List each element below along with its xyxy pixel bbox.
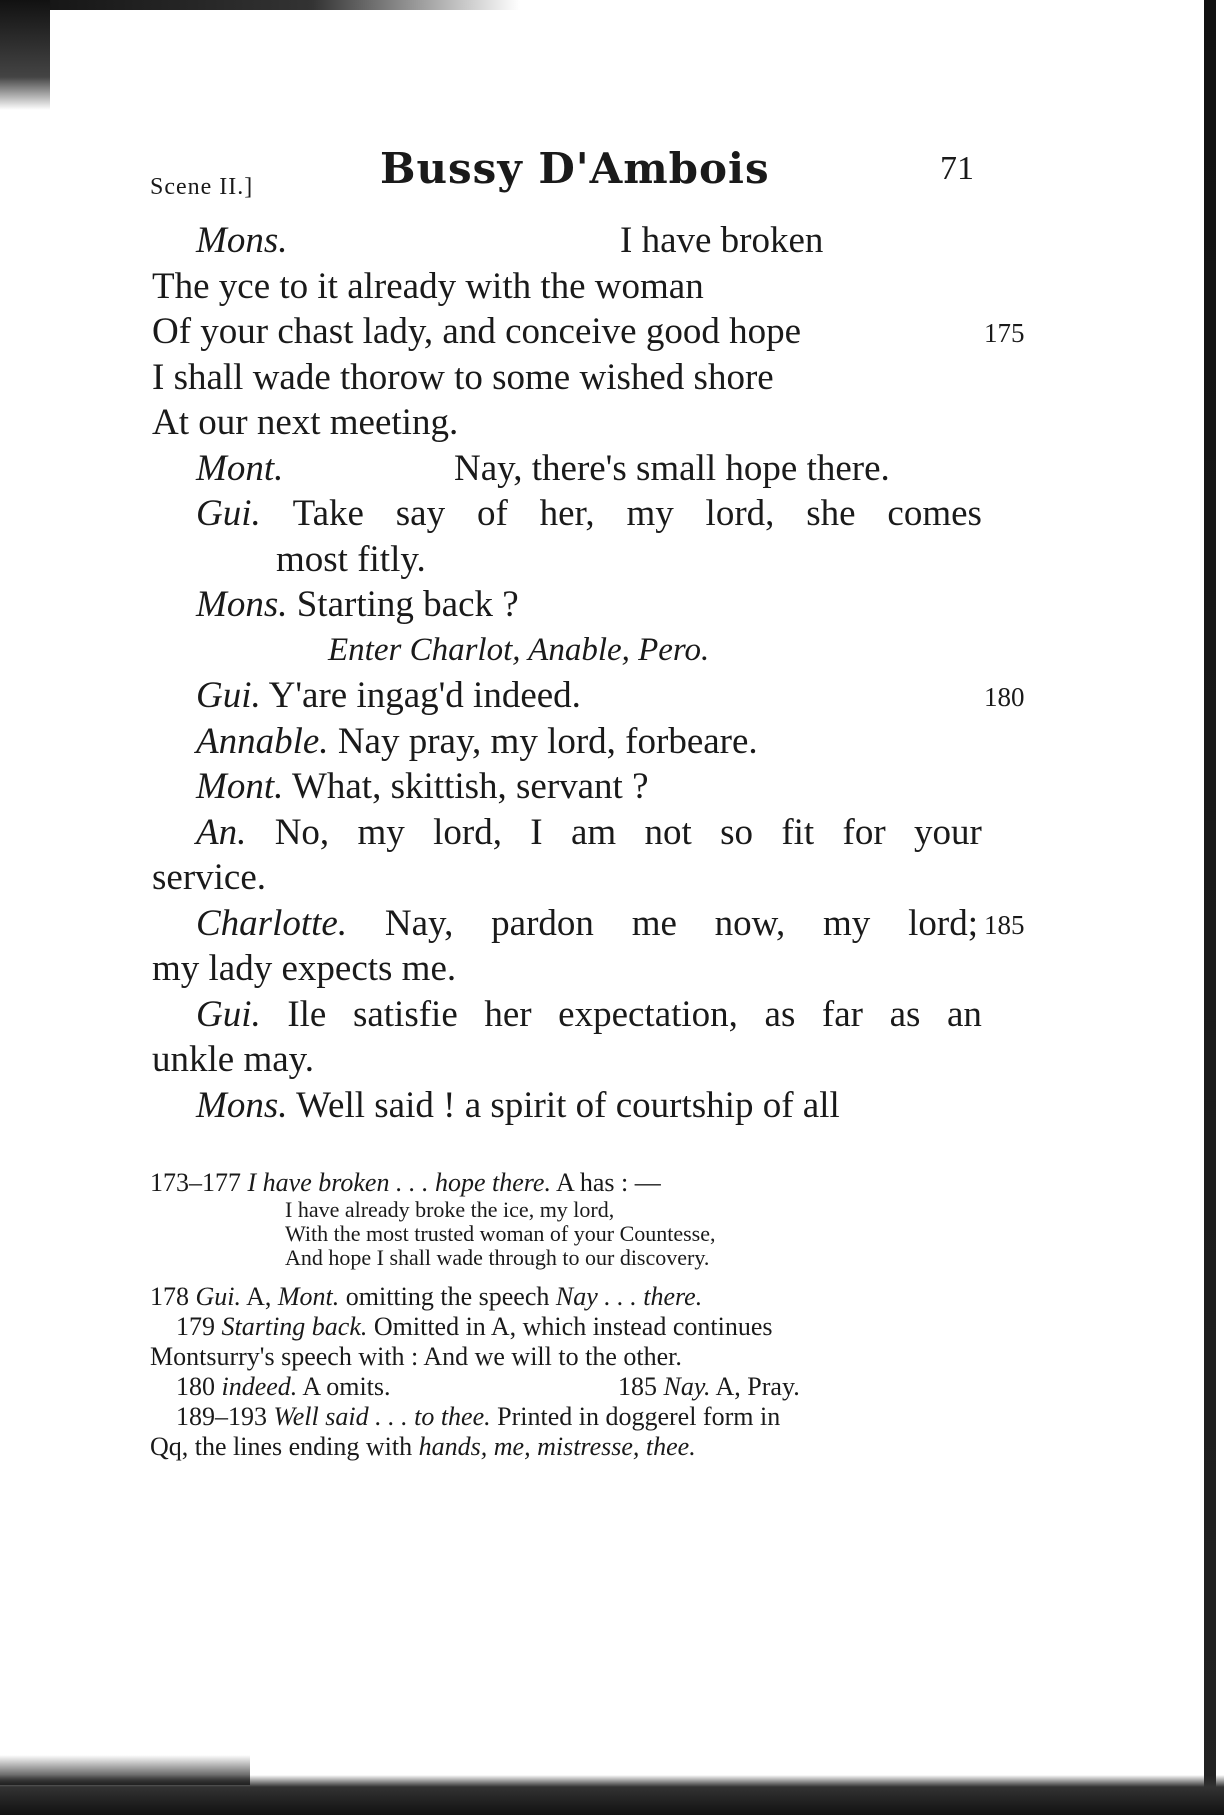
note-reference: I have broken . . . hope there. bbox=[247, 1168, 551, 1197]
speech-text: Nay pray, my lord, forbeare. bbox=[337, 720, 758, 762]
speech-word: Nay, bbox=[384, 902, 454, 944]
footnotes bbox=[150, 1168, 980, 1462]
footnote bbox=[618, 1372, 800, 1402]
text-line: my lady expects me. bbox=[152, 948, 457, 989]
footnote bbox=[150, 1312, 980, 1342]
speaker-name: Mons. bbox=[196, 1084, 288, 1126]
speech-word: my bbox=[357, 811, 405, 853]
line-number: 185 bbox=[984, 909, 1025, 940]
page-title: Bussy D'Ambois bbox=[380, 144, 770, 193]
speech-word: I bbox=[530, 811, 543, 853]
justified-line bbox=[196, 491, 982, 537]
note-number: 180 bbox=[176, 1372, 215, 1401]
text-line bbox=[152, 309, 1032, 355]
note-reference: Nay. bbox=[663, 1372, 711, 1401]
note-reference: Starting back. bbox=[221, 1312, 368, 1341]
speech-word: of bbox=[476, 493, 508, 534]
stage-direction: Enter Charlot, Anable, Pero. bbox=[328, 631, 710, 668]
note-text: Printed in doggerel form in bbox=[497, 1402, 781, 1431]
speech-word: pardon bbox=[491, 902, 594, 944]
speech-word: her, bbox=[539, 493, 595, 534]
speech-text: Y'are ingag'd indeed. bbox=[268, 675, 581, 716]
text-line bbox=[152, 582, 1032, 628]
text-line bbox=[152, 446, 1032, 492]
speaker-name: Gui. bbox=[196, 675, 261, 716]
note-text: Omitted in A, which instead continues bbox=[373, 1312, 773, 1341]
speech-word: comes bbox=[887, 493, 982, 534]
text-line bbox=[152, 719, 1032, 765]
speech-word: your bbox=[914, 811, 982, 853]
note-reference: Mont. bbox=[277, 1282, 340, 1311]
footnote-row bbox=[150, 1372, 980, 1402]
speech-word: expectation, bbox=[558, 993, 738, 1035]
note-text: A has : — bbox=[556, 1168, 661, 1197]
text-line bbox=[152, 218, 1032, 264]
page-number: 71 bbox=[940, 150, 974, 187]
running-header bbox=[150, 140, 974, 200]
note-reference: indeed. bbox=[221, 1372, 298, 1401]
speech-word: an bbox=[946, 993, 982, 1035]
text-line: unkle may. bbox=[152, 1039, 315, 1080]
note-number: 178 bbox=[150, 1282, 189, 1311]
quote-line: I have already broke the ice, my lord, bbox=[285, 1197, 615, 1222]
line-number: 175 bbox=[984, 318, 1025, 348]
speech-word: lord, bbox=[705, 493, 775, 534]
note-reference: Gui. bbox=[195, 1282, 241, 1311]
scene-label: Scene II.] bbox=[150, 174, 254, 200]
speech-word: now, bbox=[714, 902, 786, 944]
speech-word: for bbox=[842, 811, 886, 853]
speech-word: satisfie bbox=[352, 993, 458, 1035]
speech-text: Starting back ? bbox=[296, 584, 519, 625]
speaker-name: Mons. bbox=[196, 584, 288, 625]
justified-line bbox=[196, 901, 978, 947]
note-text: A omits. bbox=[302, 1372, 391, 1401]
note-text: Qq, the lines ending with bbox=[150, 1432, 413, 1461]
speech-word: am bbox=[570, 811, 617, 853]
footnote bbox=[150, 1402, 980, 1432]
speech-word: not bbox=[644, 811, 692, 853]
speech-word: fit bbox=[781, 811, 815, 853]
speech-word: lord; bbox=[908, 902, 978, 944]
text-line bbox=[152, 1083, 1032, 1129]
justified-line bbox=[196, 810, 982, 856]
speech-word: say bbox=[395, 493, 446, 534]
text-line bbox=[152, 764, 1032, 810]
note-text: A, bbox=[246, 1282, 272, 1311]
justified-line bbox=[196, 992, 982, 1038]
text-line: most fitly. bbox=[276, 538, 426, 580]
speaker-name: Charlotte. bbox=[196, 902, 348, 944]
note-reference: Nay . . . there. bbox=[555, 1282, 703, 1311]
note-continuation bbox=[150, 1432, 980, 1462]
text-line: The yce to it already with the woman bbox=[152, 265, 704, 307]
scan-edge-top-left bbox=[0, 0, 50, 110]
speech-word: so bbox=[720, 811, 753, 853]
speaker-name: Mons. bbox=[196, 220, 288, 261]
footnote bbox=[150, 1282, 980, 1312]
speaker-name: Gui. bbox=[196, 993, 261, 1035]
text-line bbox=[152, 992, 1032, 1038]
speech-text: Well said ! a spirit of courtship of all bbox=[296, 1084, 840, 1126]
speech-text: What, skittish, servant ? bbox=[291, 766, 649, 807]
speech-word: lord, bbox=[433, 811, 502, 853]
speech-text: Of your chast lady, and conceive good hope bbox=[152, 311, 801, 352]
speech-word: my bbox=[626, 493, 674, 534]
speech-word: her bbox=[484, 993, 532, 1035]
speech-word: Take bbox=[292, 493, 364, 534]
scan-edge-bottom-left bbox=[0, 1755, 250, 1785]
speech-word: No, bbox=[274, 811, 330, 853]
note-text: A, Pray. bbox=[715, 1372, 800, 1401]
speech-word: far bbox=[821, 993, 863, 1035]
note-reference: Well said . . . to thee. bbox=[273, 1402, 491, 1431]
line-number: 180 bbox=[984, 682, 1025, 712]
note-number: 185 bbox=[618, 1372, 657, 1401]
speaker-name: Mont. bbox=[196, 447, 284, 489]
footnote bbox=[150, 1168, 980, 1198]
footnote bbox=[176, 1372, 391, 1402]
note-number: 173–177 bbox=[150, 1168, 241, 1197]
note-text: omitting the speech bbox=[345, 1282, 550, 1311]
scan-edge-top bbox=[0, 0, 520, 10]
quote-line: With the most trusted woman of your Countesse, bbox=[285, 1221, 716, 1246]
speech-word: as bbox=[889, 993, 921, 1035]
speech-word: as bbox=[764, 993, 796, 1035]
text-line bbox=[152, 673, 1032, 719]
text-line bbox=[152, 901, 1032, 947]
speech-word: she bbox=[806, 493, 856, 534]
speech-word: Ile bbox=[287, 993, 327, 1035]
speaker-name: Gui. bbox=[196, 493, 261, 534]
text-line bbox=[152, 491, 1032, 537]
speech-word: my bbox=[823, 902, 871, 944]
text-line: service. bbox=[152, 857, 267, 898]
speech-text: Nay, there's small hope there. bbox=[454, 447, 890, 489]
note-continuation: Montsurry's speech with : And we will to the other. bbox=[150, 1342, 682, 1371]
quote-line: And hope I shall wade through to our discovery. bbox=[285, 1245, 710, 1270]
note-number: 179 bbox=[176, 1312, 215, 1341]
speaker-name: Mont. bbox=[196, 766, 284, 807]
note-quote bbox=[150, 1198, 980, 1270]
speech-word: me bbox=[631, 902, 677, 944]
speaker-name: Annable. bbox=[196, 720, 329, 762]
note-reference: hands, me, mistresse, thee. bbox=[418, 1432, 696, 1461]
scan-edge-right bbox=[1204, 0, 1216, 1815]
speech-text: I have broken bbox=[620, 220, 824, 261]
text-line: At our next meeting. bbox=[152, 402, 459, 443]
text-line bbox=[152, 810, 1032, 856]
text-line: I shall wade thorow to some wished shore bbox=[152, 356, 774, 398]
speaker-name: An. bbox=[196, 811, 247, 853]
note-number: 189–193 bbox=[176, 1402, 267, 1431]
play-text bbox=[152, 218, 1032, 1128]
